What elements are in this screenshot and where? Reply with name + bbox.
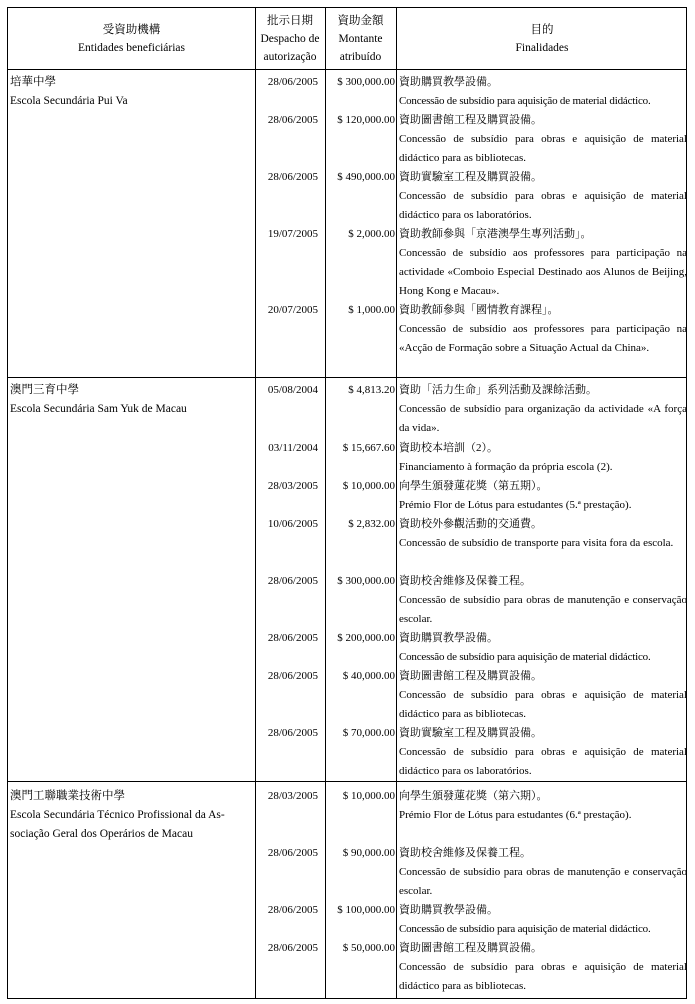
purpose-zh: 資助實驗室工程及購買設備。 — [399, 727, 542, 739]
entity-name-zh: 培華中學 — [10, 76, 56, 88]
table-row — [8, 901, 688, 935]
header-date — [255, 8, 325, 69]
table-row — [8, 477, 688, 511]
purpose-zh: 資助教師參與「國情教育課程」。 — [399, 304, 559, 316]
date-cell: 19/07/2005 — [267, 228, 318, 240]
amount-cell: $ 200,000.00 — [337, 632, 395, 644]
table-row — [8, 572, 688, 625]
entity-name-pt: Escola Secundária Pui Va — [10, 95, 128, 107]
entity-name-pt: Escola Secundária Sam Yuk de Macau — [10, 403, 187, 415]
purpose-zh: 資助校舍維修及保養工程。 — [399, 847, 531, 859]
purpose-pt: Concessão de subsídio para obras e aquisição de material didáctico para os laboratórios. — [399, 746, 687, 777]
amount-cell: $ 10,000.00 — [342, 790, 395, 802]
purpose-zh: 資助實驗室工程及購買設備。 — [399, 171, 542, 183]
date-cell: 28/06/2005 — [267, 114, 318, 126]
purpose-pt: Concessão de subsídio aos professores para participação na actividade «Comboio Especial Destinado aos Alunos de Beijing, Hong Kong e Macau». — [399, 247, 687, 297]
purpose-cell — [399, 111, 687, 168]
entity-name-pt: sociação Geral dos Operários de Macau — [10, 828, 193, 840]
table-row — [8, 844, 688, 897]
purpose-pt: Concessão de subsídio para obras e aquisição de material didáctico para as bibliotecas. — [399, 133, 687, 164]
purpose-pt: Concessão de subsídio para aquisição de material didáctico. — [399, 95, 651, 107]
table-row — [8, 515, 688, 549]
table-row — [8, 225, 688, 297]
amount-cell: $ 90,000.00 — [342, 847, 395, 859]
purpose-zh: 向學生頒發蓮花獎（第五期）。 — [399, 480, 548, 492]
date-cell: 10/06/2005 — [267, 518, 318, 530]
purpose-zh: 資助校舍維修及保養工程。 — [399, 575, 531, 587]
table-row — [8, 629, 688, 663]
purpose-pt: Concessão de subsídio para organização da actividade «A força da vida». — [399, 403, 687, 434]
purpose-cell — [399, 301, 687, 358]
amount-cell: $ 490,000.00 — [337, 171, 395, 183]
amount-cell: $ 40,000.00 — [342, 670, 395, 682]
purpose-cell — [399, 787, 687, 825]
date-cell: 28/03/2005 — [267, 480, 318, 492]
purpose-pt: Prémio Flor de Lótus para estudantes (5.ª prestação). — [399, 499, 632, 511]
date-cell: 05/08/2004 — [267, 384, 318, 396]
purpose-cell — [399, 667, 687, 724]
entity-name-zh: 澳門三育中學 — [10, 384, 79, 396]
amount-cell: $ 120,000.00 — [337, 114, 395, 126]
table-row — [8, 439, 688, 473]
amount-cell: $ 70,000.00 — [342, 727, 395, 739]
purpose-cell — [399, 901, 687, 939]
purpose-cell — [399, 844, 687, 901]
purpose-cell — [399, 572, 687, 629]
entity-name-pt: Escola Secundária Técnico Profissional da As- — [10, 809, 225, 821]
date-cell: 20/07/2005 — [267, 304, 318, 316]
date-cell: 28/06/2005 — [267, 575, 318, 587]
purpose-zh: 資助教師參與「京港澳學生專列活動」。 — [399, 228, 592, 240]
purpose-zh: 資助購買教學設備。 — [399, 76, 498, 88]
purpose-pt: Concessão de subsídio para obras e aquisição de material didáctico para as bibliotecas. — [399, 961, 687, 992]
purpose-zh: 向學生頒發蓮花獎（第六期）。 — [399, 790, 548, 802]
purpose-pt: Concessão de subsídio para obras de manutenção e conservação escolar. — [399, 594, 687, 625]
purpose-cell — [399, 629, 687, 667]
header-entity-pt: Entidades beneficiárias — [78, 41, 185, 54]
date-cell: 28/06/2005 — [267, 904, 318, 916]
purpose-zh: 資助圖書館工程及購買設備。 — [399, 942, 542, 954]
purpose-zh: 資助購買教學設備。 — [399, 632, 498, 644]
group-divider — [8, 377, 686, 378]
date-cell: 28/06/2005 — [267, 942, 318, 954]
table-row — [8, 939, 688, 992]
amount-cell: $ 300,000.00 — [337, 575, 395, 587]
purpose-cell — [399, 225, 687, 301]
purpose-cell — [399, 724, 687, 781]
purpose-pt: Concessão de subsídio para obras de manutenção e conservação escolar. — [399, 866, 687, 897]
purpose-pt: Concessão de subsídio para aquisição de material didáctico. — [399, 651, 651, 663]
header-purpose — [396, 8, 688, 69]
purpose-zh: 資助校本培訓（2）。 — [399, 442, 498, 454]
purpose-cell — [399, 515, 687, 553]
purpose-zh: 資助校外參觀活動的交通費。 — [399, 518, 542, 530]
purpose-pt: Financiamento à formação da própria escola (2). — [399, 461, 613, 473]
header-date-pt2: autorização — [263, 50, 317, 63]
table-row — [8, 667, 688, 720]
header-entity — [8, 8, 255, 69]
purpose-pt: Concessão de subsídio para aquisição de material didáctico. — [399, 923, 651, 935]
purpose-cell — [399, 168, 687, 225]
date-cell: 28/06/2005 — [267, 670, 318, 682]
header-date-pt1: Despacho de — [260, 32, 320, 45]
amount-cell: $ 15,667.60 — [342, 442, 395, 454]
purpose-pt: Concessão de subsídio para obras e aquisição de material didáctico para as bibliotecas. — [399, 689, 687, 720]
amount-cell: $ 2,000.00 — [348, 228, 395, 240]
header-entity-zh: 受資助機構 — [102, 23, 161, 36]
header-amount-pt1: Montante — [338, 32, 383, 45]
date-cell: 28/06/2005 — [267, 76, 318, 88]
table-row — [8, 724, 688, 777]
purpose-pt: Prémio Flor de Lótus para estudantes (6.ª prestação). — [399, 809, 632, 821]
purpose-cell — [399, 939, 687, 996]
header-purpose-pt: Finalidades — [515, 41, 569, 54]
purpose-cell — [399, 439, 687, 477]
entity-name-zh: 澳門工聯職業技術中學 — [10, 790, 125, 802]
amount-cell: $ 2,832.00 — [348, 518, 395, 530]
header-date-zh: 批示日期 — [267, 14, 313, 27]
purpose-pt: Concessão de subsídio aos professores para participação na «Acção de Formação sobre a Situação Actual da China». — [399, 323, 687, 354]
purpose-zh: 資助圖書館工程及購買設備。 — [399, 114, 542, 126]
amount-cell: $ 300,000.00 — [337, 76, 395, 88]
header-purpose-zh: 目的 — [530, 23, 554, 36]
date-cell: 28/06/2005 — [267, 171, 318, 183]
date-cell: 03/11/2004 — [268, 442, 318, 454]
purpose-cell — [399, 477, 687, 515]
amount-cell: $ 4,813.20 — [348, 384, 395, 396]
purpose-zh: 資助「活力生命」系列活動及課餘活動。 — [399, 384, 597, 396]
purpose-zh: 資助購買教學設備。 — [399, 904, 498, 916]
group-divider — [8, 781, 686, 782]
subsidy-table — [7, 7, 687, 999]
purpose-zh: 資助圖書館工程及購買設備。 — [399, 670, 542, 682]
table-row — [8, 111, 688, 164]
amount-cell: $ 10,000.00 — [342, 480, 395, 492]
table-row — [8, 168, 688, 221]
header-amount — [325, 8, 396, 69]
amount-cell: $ 50,000.00 — [342, 942, 395, 954]
purpose-pt: Concessão de subsídio de transporte para visita fora da escola. — [399, 537, 674, 549]
date-cell: 28/03/2005 — [267, 790, 318, 802]
amount-cell: $ 1,000.00 — [348, 304, 395, 316]
date-cell: 28/06/2005 — [267, 727, 318, 739]
header-amount-zh: 資助金額 — [337, 14, 384, 27]
header-amount-pt2: atribuído — [339, 50, 382, 63]
amount-cell: $ 100,000.00 — [337, 904, 395, 916]
purpose-pt: Concessão de subsídio para obras e aquisição de material didáctico para os laboratórios. — [399, 190, 687, 221]
date-cell: 28/06/2005 — [267, 632, 318, 644]
date-cell: 28/06/2005 — [267, 847, 318, 859]
header-divider — [8, 69, 686, 70]
purpose-cell — [399, 73, 687, 111]
table-row — [8, 301, 688, 354]
purpose-cell — [399, 381, 687, 438]
